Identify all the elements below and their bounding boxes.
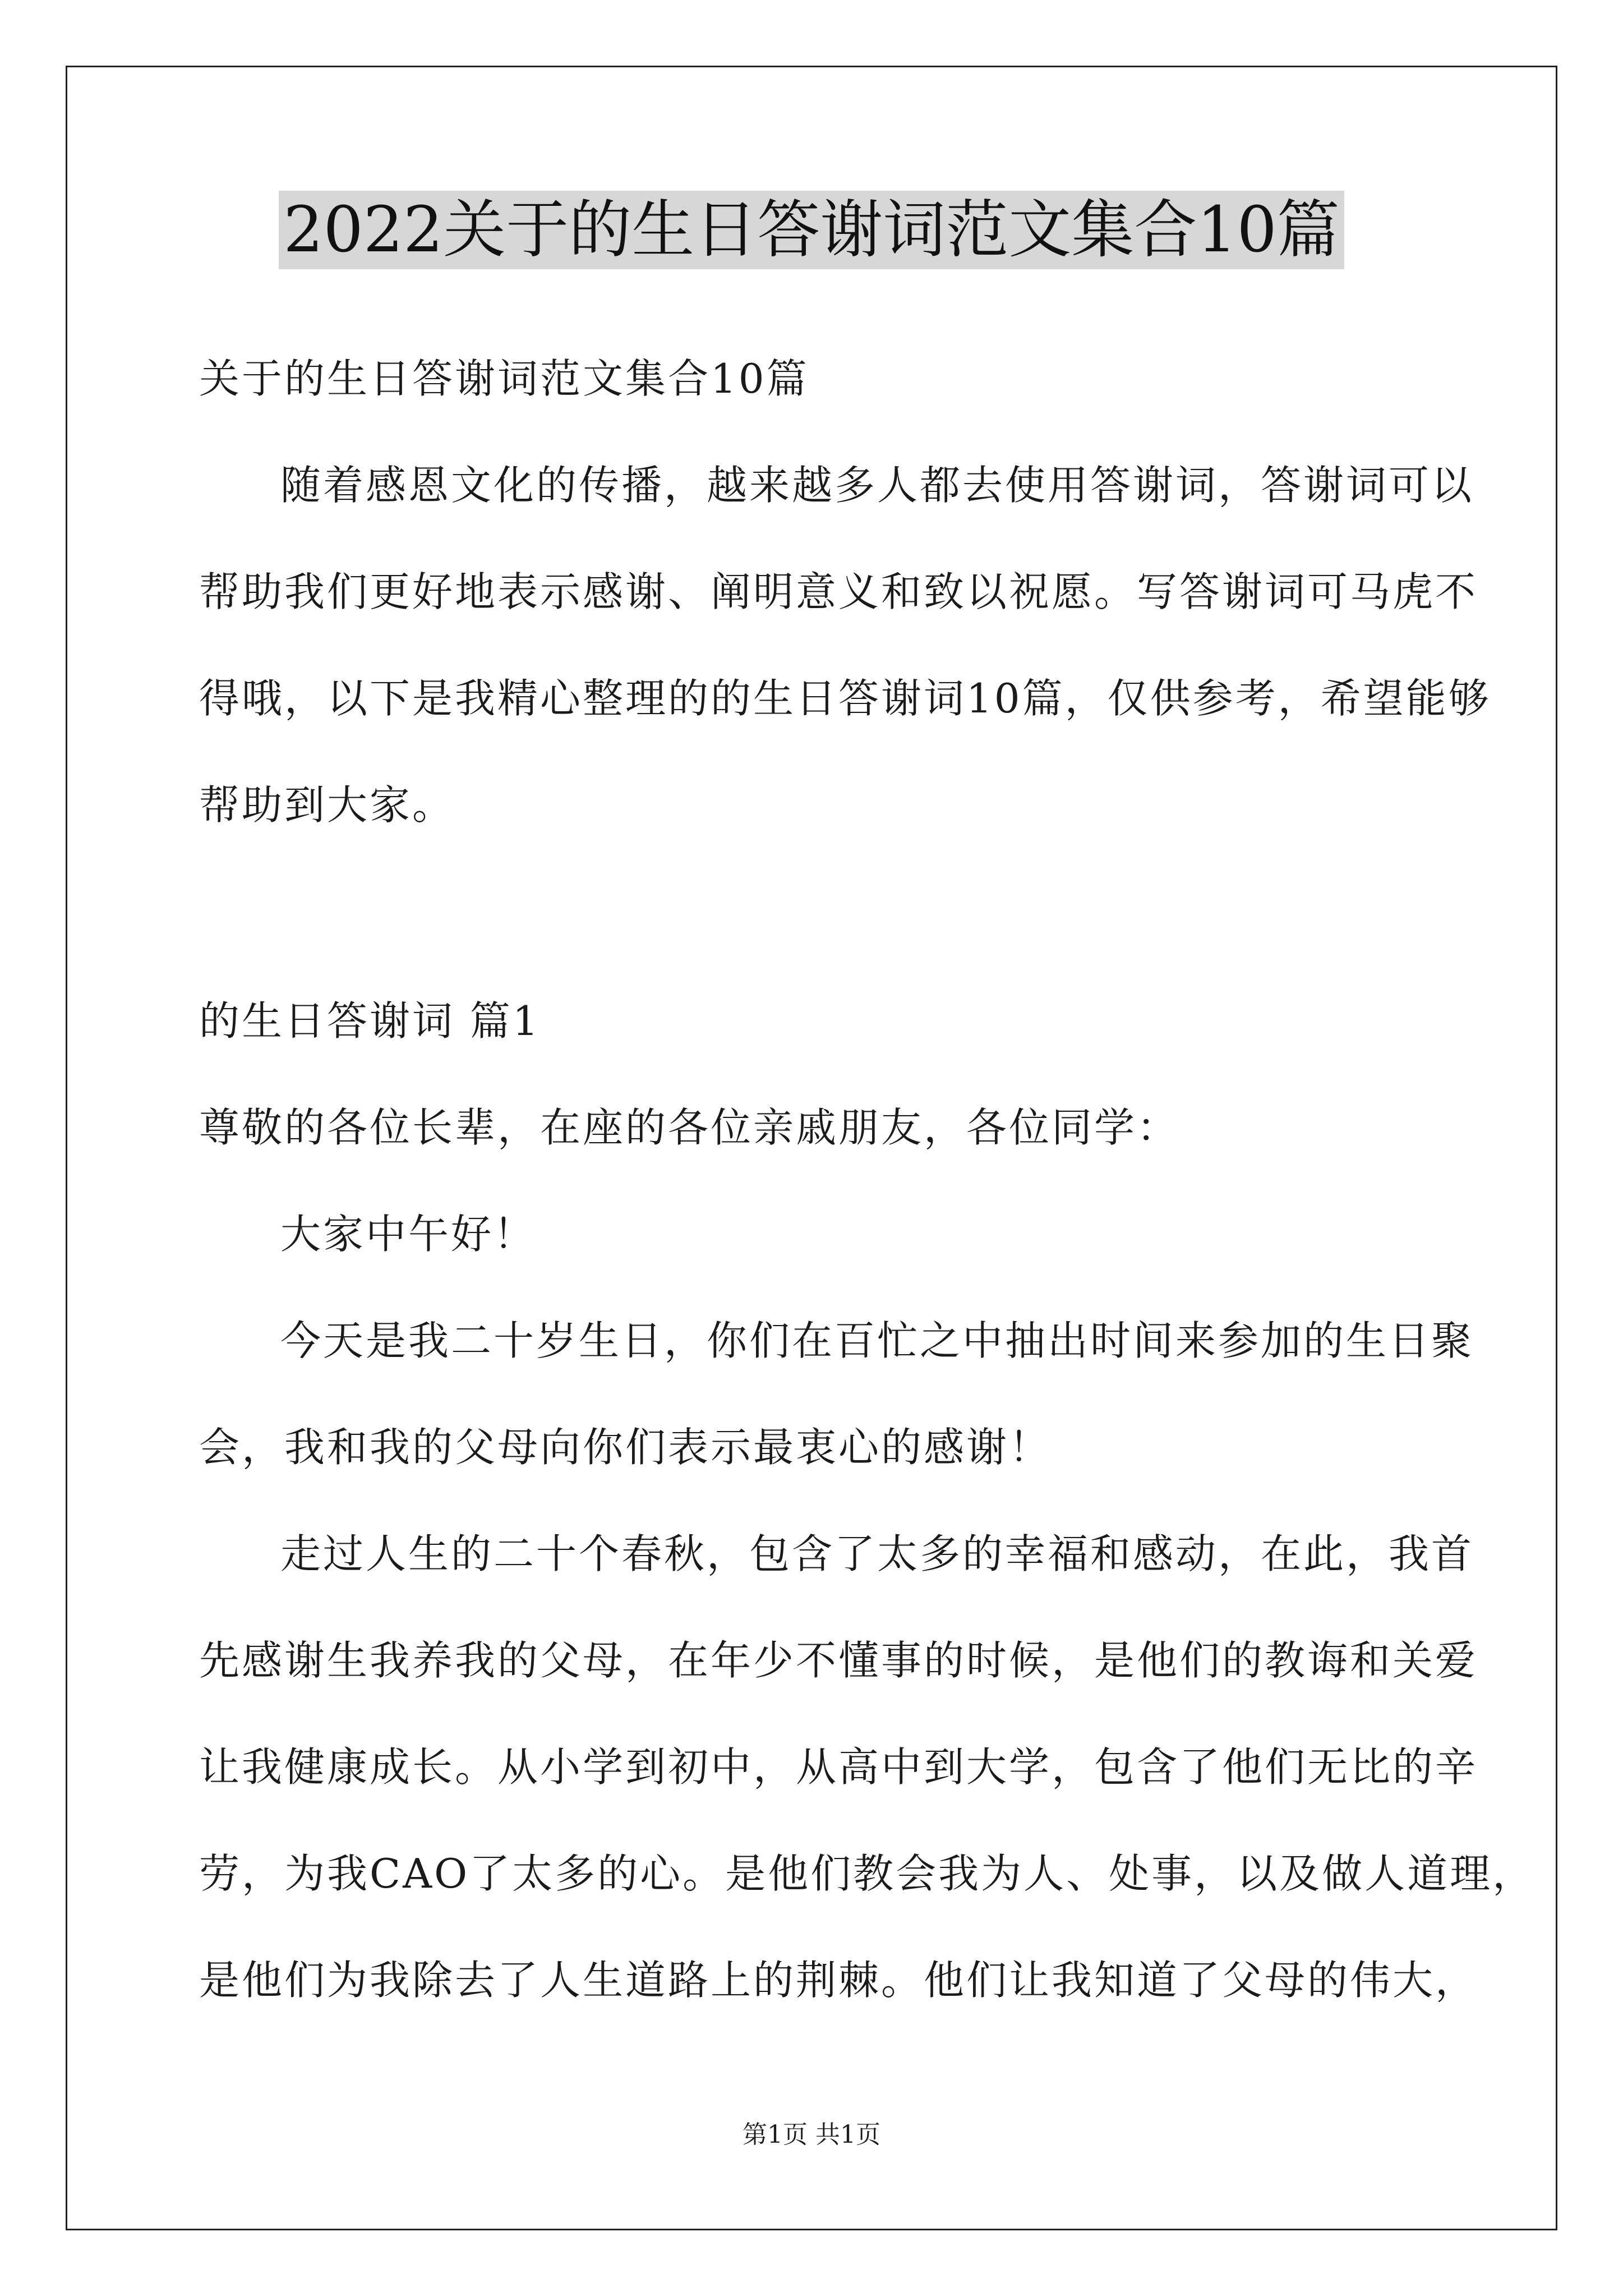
greeting: 大家中午好！ <box>280 1211 537 1258</box>
para1-line-1: 今天是我二十岁生日，你们在百忙之中抽出时间来参加的生日聚 <box>280 1317 1474 1364</box>
salutation: 尊敬的各位长辈，在座的各位亲戚朋友，各位同学： <box>199 1104 1180 1151</box>
para2-line-1: 走过人生的二十个春秋，包含了太多的幸福和感动，在此，我首 <box>280 1530 1474 1577</box>
section-heading: 的生日答谢词 篇1 <box>199 997 541 1045</box>
document-subtitle: 关于的生日答谢词范文集合10篇 <box>199 355 809 402</box>
para1-line-2: 会，我和我的父母向你们表示最衷心的感谢！ <box>199 1424 1052 1471</box>
para2-line-2: 先感谢生我养我的父母，在年少不懂事的时候，是他们的教诲和关爱 <box>199 1637 1478 1684</box>
para2-line-4: 劳，为我CAO了太多的心。是他们教会我为人、处事，以及做人道理， <box>199 1850 1536 1897</box>
intro-line-1: 随着感恩文化的传播，越来越多人都去使用答谢词，答谢词可以 <box>280 462 1474 509</box>
document-title: 2022关于的生日答谢词范文集合10篇 <box>279 191 1344 269</box>
intro-line-4: 帮助到大家。 <box>199 781 455 829</box>
para2-line-3: 让我健康成长。从小学到初中，从高中到大学，包含了他们无比的辛 <box>199 1743 1478 1791</box>
intro-line-3: 得哦，以下是我精心整理的的生日答谢词10篇，仅供参考，希望能够 <box>199 675 1491 722</box>
title-container <box>0 191 1623 269</box>
page-footer: 第1页 共1页 <box>743 2120 880 2149</box>
intro-line-2: 帮助我们更好地表示感谢、阐明意义和致以祝愿。写答谢词可马虎不 <box>199 568 1478 615</box>
para2-line-5: 是他们为我除去了人生道路上的荆棘。他们让我知道了父母的伟大， <box>199 1957 1478 2004</box>
